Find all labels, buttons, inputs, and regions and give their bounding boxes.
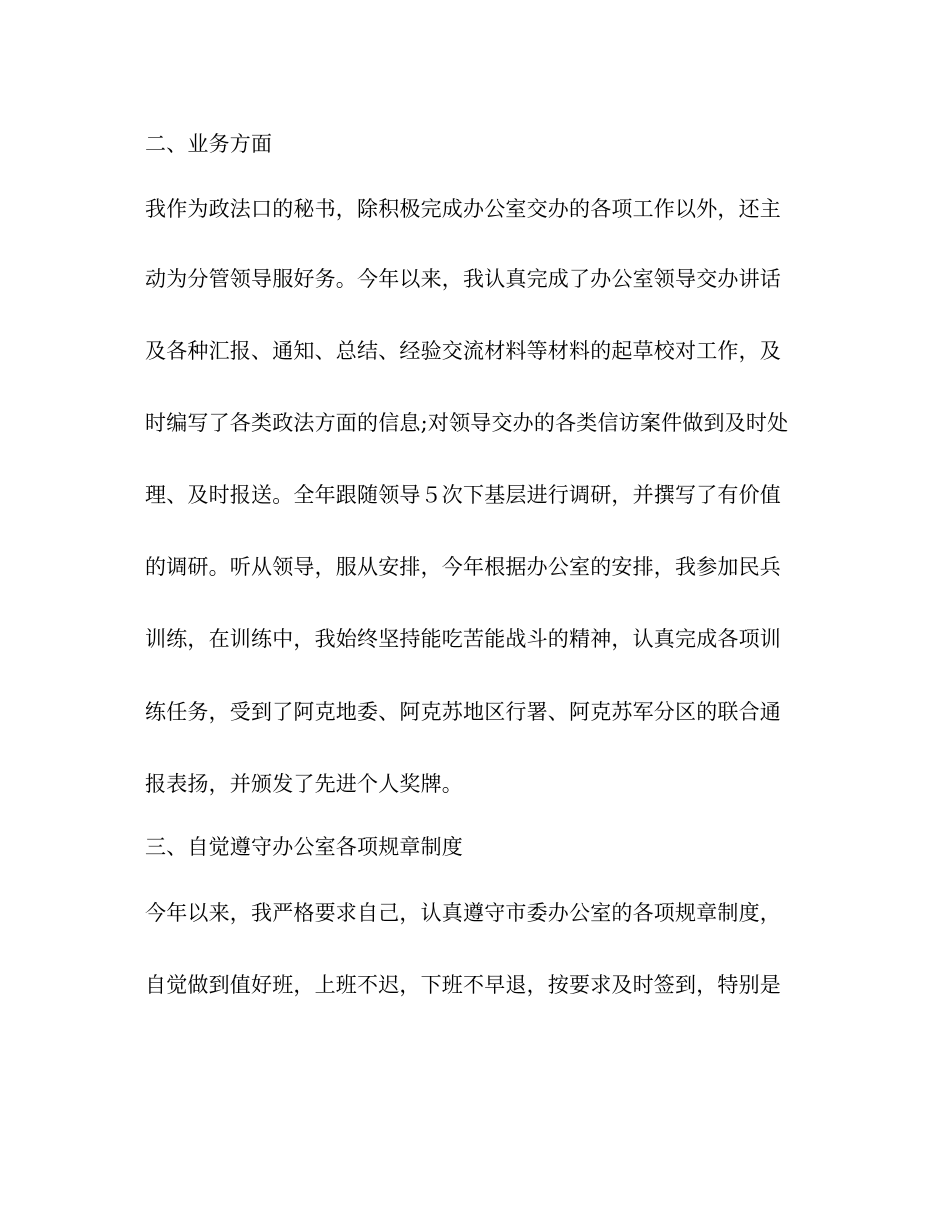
paragraph-line: 训练，在训练中，我始终坚持能吃苦能战斗的精神，认真完成各项训 (145, 627, 781, 651)
paragraph-line: 动为分管领导服好务。今年以来，我认真完成了办公室领导交办讲话 (145, 267, 781, 291)
section-heading-business: 二、业务方面 (145, 132, 273, 156)
paragraph-line: 的调研。听从领导，服从安排，今年根据办公室的安排，我参加民兵 (145, 555, 781, 579)
paragraph-line: 及各种汇报、通知、总结、经验交流材料等材料的起草校对工作，及 (145, 339, 781, 363)
paragraph-line: 练任务，受到了阿克地委、阿克苏地区行署、阿克苏军分区的联合通 (145, 700, 781, 724)
paragraph-line: 今年以来，我严格要求自己，认真遵守市委办公室的各项规章制度， (145, 901, 781, 925)
section-heading-rules: 三、自觉遵守办公室各项规章制度 (145, 835, 463, 859)
paragraph-line: 理、及时报送。全年跟随领导５次下基层进行调研，并撰写了有价值 (145, 483, 781, 507)
paragraph-line: 报表扬，并颁发了先进个人奖牌。 (145, 772, 463, 796)
paragraph-line: 我作为政法口的秘书，除积极完成办公室交办的各项工作以外，还主 (145, 197, 781, 221)
paragraph-line: 时编写了各类政法方面的信息;对领导交办的各类信访案件做到及时处 (145, 411, 789, 435)
paragraph-line: 自觉做到值好班，上班不迟，下班不早退，按要求及时签到，特别是 (145, 973, 781, 997)
